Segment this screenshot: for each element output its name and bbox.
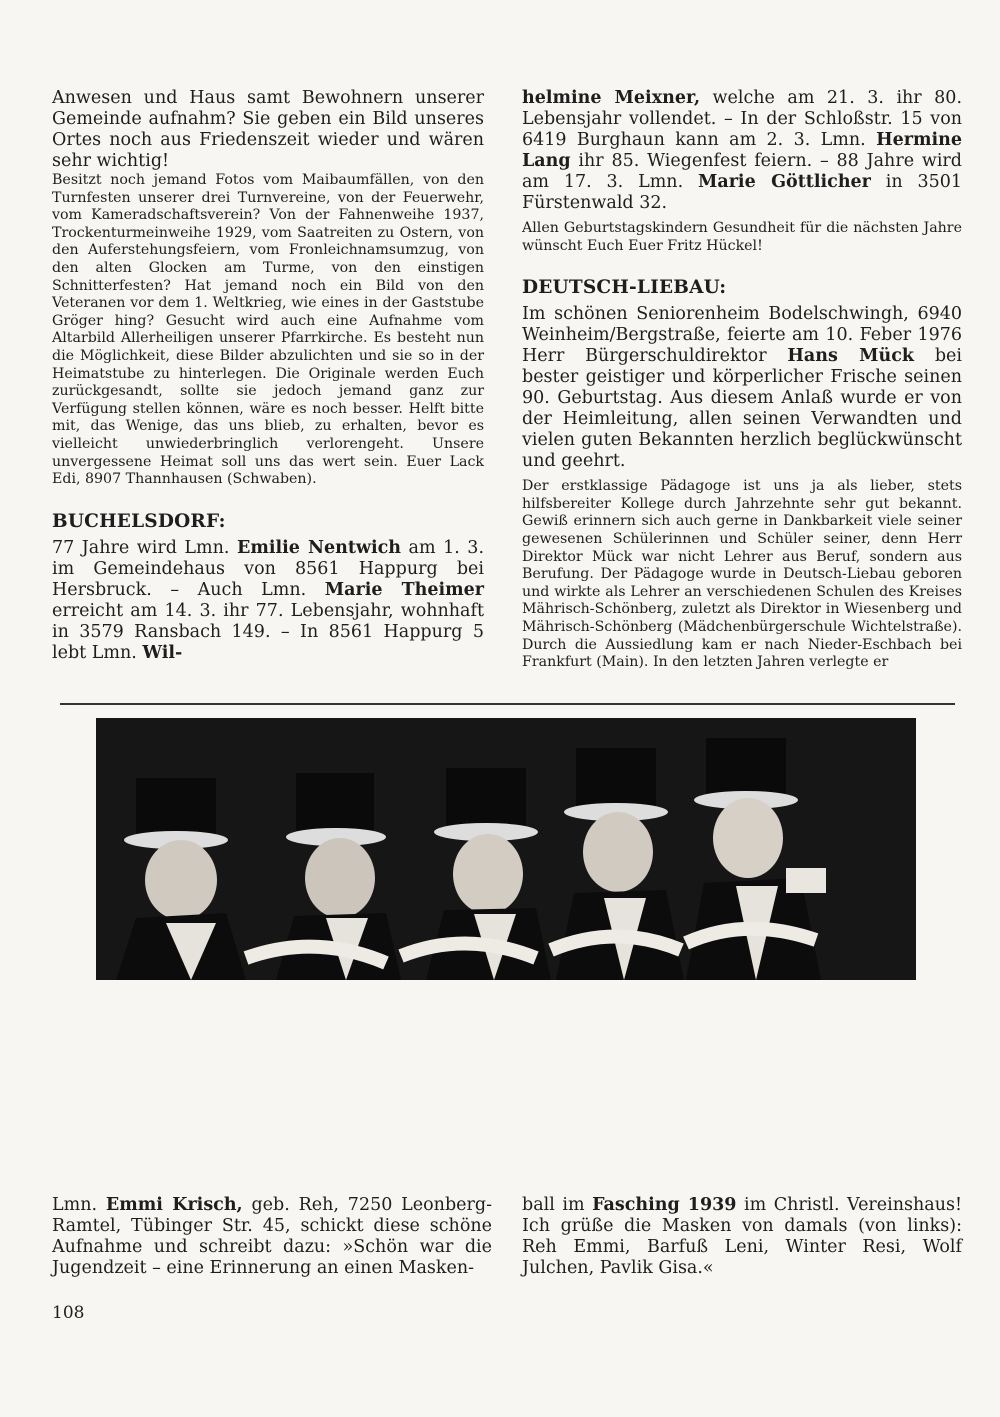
group-photo-illustration [96,718,916,980]
left-column [52,88,484,664]
right-paragraph-2: Allen Geburtstagskindern Gesundheit für die nächsten Jahre wünscht Euch Euer Fritz Hückel! [522,220,962,254]
caption-left-text: Lmn. Emmi Krisch, geb. Reh, 7250 Leonberg-Ramtel, Tübinger Str. 45, schickt diese schöne Aufnahme und schreibt dazu: »Schön war die Jugendzeit – eine Erinnerung an einen Masken- [52,1195,492,1278]
left-paragraph-2: Besitzt noch jemand Fotos vom Maibaumfällen, von den Turnfesten unserer drei Turnvereine, von der Feuerwehr, vom Kameradschaftsverein? Von der Fahnenweihe 1937, Trockenturmeinweihe 1929, vom Saatreiten zu Ostern, von den Auferstehungsfeiern, vom Fronleichnamsumzug, von den alten Glocken am Turme, von den einstigen Schnitterfesten? Hat jemand noch ein Bild von den Veteranen vor dem 1. Weltkrieg, wie eines in der Gaststube Gröger hing? Gesucht wird auch eine Aufnahme vom Altarbild Allerheiligen unserer Pfarrkirche. Es besteht nun die Möglichkeit, diese Bilder abzulichten und sie so in der Heimatstube zu hinterlegen. Die Originale werden Euch zurückgesandt, sollte sie jedoch jemand ganz zur Verfügung stellen können, wäre es noch besser. Helft bitte mit, das Wenige, das uns blieb, zu erhalten, bevor es vielleicht unwiederbringlich verlorengeht. Unsere unvergessene Heimat soll uns das wert sein. Euer Lack Edi, 8907 Thannhausen (Schwaben). [52,172,484,488]
right-paragraph-3: Im schönen Seniorenheim Bodelschwingh, 6940 Weinheim/Bergstraße, feierte am 10. Feber 1976 Herr Bürgerschuldirektor Hans Mück bei bester geistiger und körperlicher Frische seinen 90. Geburtstag. Aus diesem Anlaß wurde er von der Heimleitung, allen seinen Verwandten und vielen guten Bekannten herzlich beglückwünscht und geehrt. [522,304,963,472]
right-paragraph-4: Der erstklassige Pädagoge ist uns ja als lieber, stets hilfsbereiter Kollege durch Jahrzehnte sehr gut bekannt. Gewiß erinnern sich auch gerne in Dankbarkeit viele seiner gewesenen Schülerinnen und Schüler seiner, denn Herr Direktor Mück war nicht Lehrer aus Beruf, sondern aus Berufung. Der Pädagoge wurde in Deutsch-Liebau geboren und wirkte als Lehrer an verschiedenen Schulen des Kreises Mährisch-Schönberg, zuletzt als Direktor in Wiesenberg und Mährisch-Schönberg (Mädchenbürgerschule Wichtelstraße). Durch die Aussiedlung kam er nach Nieder-Eschbach bei Frankfurt (Main). In den letzten Jahren verlegte er [522,478,962,671]
right-column [522,88,962,672]
heading-buchelsdorf: BUCHELSDORF: [52,510,226,532]
left-paragraph-3: 77 Jahre wird Lmn. Emilie Nentwich am 1. 3. im Gemeindehaus von 8561 Happurg bei Hersbruck. – Auch Lmn. Marie Theimer erreicht am 14. 3. ihr 77. Lebensjahr, wohnhaft in 3579 Ransbach 149. – In 8561 Happurg 5 lebt Lmn. Wil- [52,537,485,663]
caption-right-text: ball im Fasching 1939 im Christl. Vereinshaus! Ich grüße die Masken von damals (von links): Reh Emmi, Barfuß Leni, Winter Resi, Wolf Julchen, Pavlik Gisa.« [522,1195,962,1278]
page-number: 108 [52,1303,85,1323]
right-paragraph-1: helmine Meixner, welche am 21. 3. ihr 80. Lebensjahr vollendet. – In der Schloßstr. 15 von 6419 Burghaun kann am 2. 3. Lmn. Hermine Lang ihr 85. Wiegenfest feiern. – 88 Jahre wird am 17. 3. Lmn. Marie Göttlicher in 3501 Fürstenwald 32. [522,88,963,213]
section-divider [60,703,955,705]
photo-caption-right [522,1195,962,1279]
heading-deutsch-liebau: DEUTSCH-LIEBAU: [522,277,727,299]
left-paragraph-1: Anwesen und Haus samt Bewohnern unserer Gemeinde aufnahm? Sie geben ein Bild unseres Ortes noch aus Friedenszeit wieder und wären sehr wichtig! [52,88,484,171]
group-photo [96,718,916,980]
photo-caption-left [52,1195,492,1279]
